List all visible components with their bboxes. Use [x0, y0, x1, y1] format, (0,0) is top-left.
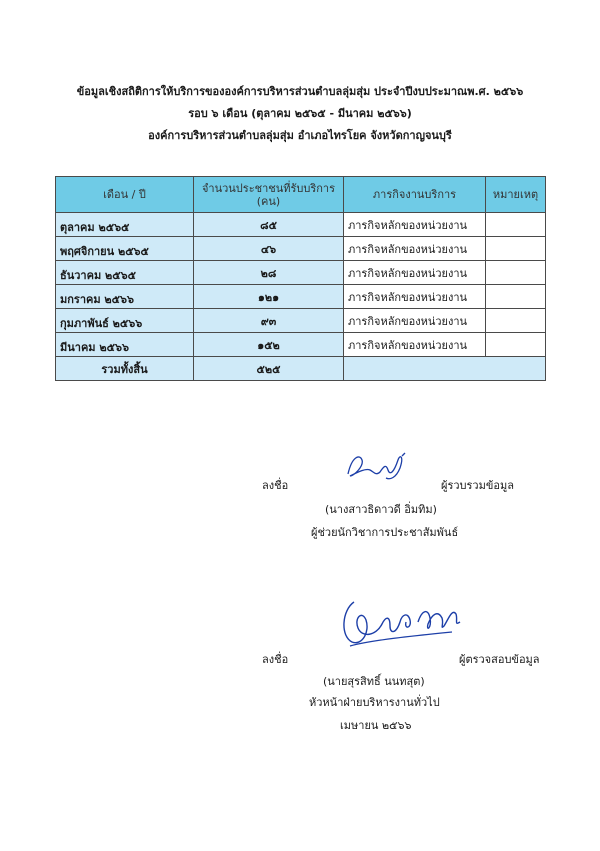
note-cell	[486, 309, 546, 333]
note-cell	[486, 285, 546, 309]
table-row	[56, 213, 546, 237]
position-verifier: หัวหน้าฝ่ายบริหารงานทั่วไป	[309, 696, 440, 709]
note-cell	[486, 213, 546, 237]
count-cell: ๑๒๑	[194, 285, 344, 309]
name-collector: (นางสาวธิดาวดี อิ่มทิม)	[325, 503, 437, 516]
verifier-signature	[332, 596, 472, 656]
document-organization: องค์การบริหารส่วนตำบลลุ่มสุ่ม อำเภอไทรโยค จังหวัดกาญจนบุรี	[148, 129, 452, 142]
month-cell: พฤศจิกายน ๒๕๖๕	[56, 237, 194, 261]
note-cell	[486, 333, 546, 357]
column-header-month: เดือน / ปี	[56, 177, 194, 213]
role-verifier: ผู้ตรวจสอบข้อมูล	[459, 653, 540, 666]
column-header-count: จำนวนประชาชนที่รับบริการ (คน)	[194, 177, 344, 213]
count-cell: ๙๓	[194, 309, 344, 333]
document-date: เมษายน ๒๕๖๖	[340, 719, 412, 732]
month-cell: กุมภาพันธ์ ๒๕๖๖	[56, 309, 194, 333]
table-row	[56, 237, 546, 261]
mission-cell: ภารกิจหลักของหน่วยงาน	[344, 213, 486, 237]
mission-cell: ภารกิจหลักของหน่วยงาน	[344, 309, 486, 333]
month-cell: มกราคม ๒๕๖๖	[56, 285, 194, 309]
sign-label-collector: ลงชื่อ	[262, 479, 289, 492]
month-cell: ตุลาคม ๒๕๖๕	[56, 213, 194, 237]
total-row	[56, 357, 546, 381]
count-cell: ๒๘	[194, 261, 344, 285]
count-cell: ๑๕๒	[194, 333, 344, 357]
column-header-note: หมายเหตุ	[486, 177, 546, 213]
role-collector: ผู้รวบรวมข้อมูล	[441, 479, 514, 492]
collector-signature	[340, 446, 420, 486]
total-value: ๕๒๕	[194, 357, 344, 381]
total-blank-cell	[344, 357, 546, 381]
column-header-mission: ภารกิจงานบริการ	[344, 177, 486, 213]
table-row	[56, 333, 546, 357]
count-cell: ๘๕	[194, 213, 344, 237]
mission-cell: ภารกิจหลักของหน่วยงาน	[344, 237, 486, 261]
month-cell: ธันวาคม ๒๕๖๕	[56, 261, 194, 285]
table-row	[56, 285, 546, 309]
note-cell	[486, 237, 546, 261]
note-cell	[486, 261, 546, 285]
mission-cell: ภารกิจหลักของหน่วยงาน	[344, 261, 486, 285]
month-cell: มีนาคม ๒๕๖๖	[56, 333, 194, 357]
position-collector: ผู้ช่วยนักวิชาการประชาสัมพันธ์	[311, 526, 459, 539]
document-title: ข้อมูลเชิงสถิติการให้บริการขององค์การบริหารส่วนตำบลลุ่มสุ่ม ประจำปีงบประมาณพ.ศ. ๒๕๖๖	[76, 85, 524, 98]
document-period: รอบ ๖ เดือน (ตุลาคม ๒๕๖๕ - มีนาคม ๒๕๖๖)	[188, 107, 412, 120]
count-cell: ๔๖	[194, 237, 344, 261]
sign-label-verifier: ลงชื่อ	[262, 653, 289, 666]
statistics-table	[55, 176, 546, 381]
table-row	[56, 261, 546, 285]
name-verifier: (นายสุรสิทธิ์ นนทสุต)	[323, 675, 425, 688]
table-header-row	[56, 177, 546, 213]
mission-cell: ภารกิจหลักของหน่วยงาน	[344, 285, 486, 309]
table-row	[56, 309, 546, 333]
total-label: รวมทั้งสิ้น	[56, 357, 194, 381]
mission-cell: ภารกิจหลักของหน่วยงาน	[344, 333, 486, 357]
